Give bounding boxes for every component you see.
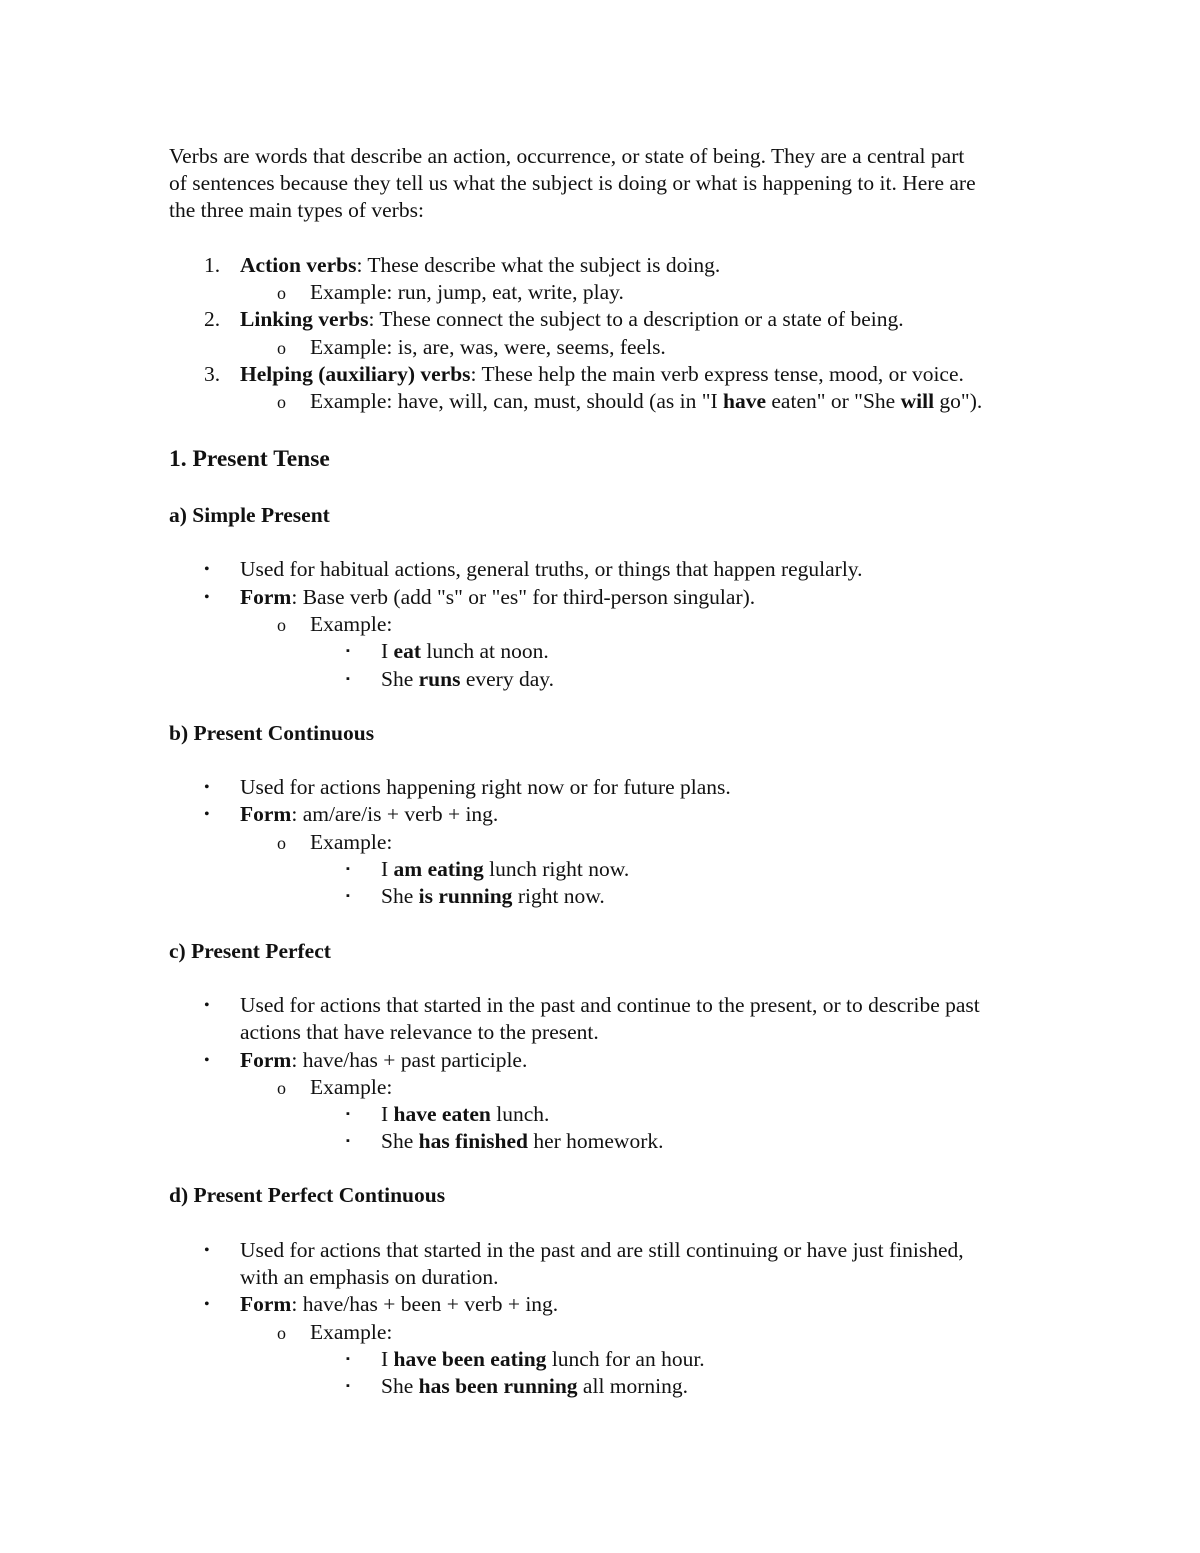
bullet-icon: • — [204, 589, 210, 606]
example-sentence — [381, 1128, 664, 1155]
bold-run: have been eating — [393, 1347, 547, 1371]
text-run: lunch for an hour. — [546, 1347, 705, 1371]
usage-line: with an emphasis on duration. — [240, 1265, 499, 1289]
text-run: She — [381, 667, 419, 691]
example-sentence — [381, 638, 549, 665]
bold-run: have — [723, 389, 767, 413]
text-run: I — [381, 1347, 394, 1371]
form-text: : have/has + past participle. — [291, 1048, 528, 1072]
example-line — [310, 388, 982, 415]
form-text: : Base verb (add "s" or "es" for third-person singular). — [291, 585, 756, 609]
circle-bullet-icon: o — [277, 833, 286, 853]
form-text: : have/has + been + verb + ing. — [291, 1292, 559, 1316]
square-bullet-icon: ▪ — [346, 645, 350, 657]
subsection-heading: d) Present Perfect Continuous — [169, 1183, 446, 1207]
bullet-icon: • — [204, 997, 210, 1014]
usage-line: Used for actions that started in the past and continue to the present, or to describe past — [240, 993, 980, 1017]
text-run: lunch. — [490, 1102, 550, 1126]
circle-bullet-icon: o — [277, 392, 286, 412]
list-number: 3. — [204, 362, 221, 386]
usage-line: Used for actions happening right now or for future plans. — [240, 775, 731, 799]
form-line — [240, 801, 498, 828]
bullet-icon: • — [204, 1052, 210, 1069]
form-label: Form — [240, 802, 292, 826]
text-run: every day. — [460, 667, 554, 691]
term-description: : These connect the subject to a description or a state of being. — [368, 307, 904, 331]
square-bullet-icon: ▪ — [346, 863, 350, 875]
circle-bullet-icon: o — [277, 1323, 286, 1343]
term-description: : These help the main verb express tense, mood, or voice. — [470, 362, 964, 386]
example-sentence — [381, 883, 605, 910]
square-bullet-icon: ▪ — [346, 890, 350, 902]
text-run: eaten" or "She — [766, 389, 901, 413]
form-label: Form — [240, 1048, 292, 1072]
bold-run: have eaten — [393, 1102, 491, 1126]
example-label: Example: — [310, 612, 393, 636]
bold-run: am eating — [393, 857, 484, 881]
example-label: Example: — [310, 1075, 393, 1099]
form-line — [240, 584, 755, 611]
section-title: 1. Present Tense — [169, 446, 330, 472]
intro-line: of sentences because they tell us what the subject is doing or what is happening to it. Here are — [169, 171, 976, 195]
list-number: 1. — [204, 253, 221, 277]
bullet-icon: • — [204, 561, 210, 578]
square-bullet-icon: ▪ — [346, 673, 350, 685]
circle-bullet-icon: o — [277, 1078, 286, 1098]
text-run: I — [381, 639, 394, 663]
form-label: Form — [240, 585, 292, 609]
subsection-heading: a) Simple Present — [169, 503, 330, 527]
text-run: I — [381, 857, 394, 881]
example-sentence — [381, 1346, 705, 1373]
subsection-heading: c) Present Perfect — [169, 939, 331, 963]
example-label: Example: — [310, 1320, 393, 1344]
term-label: Linking verbs — [240, 307, 369, 331]
square-bullet-icon: ▪ — [346, 1353, 350, 1365]
bold-run: has finished — [418, 1129, 528, 1153]
term-description: : These describe what the subject is doing. — [356, 253, 721, 277]
text-run: She — [381, 884, 419, 908]
example-sentence — [381, 1373, 688, 1400]
square-bullet-icon: ▪ — [346, 1135, 350, 1147]
example-line: Example: is, are, was, were, seems, feels. — [310, 335, 666, 359]
form-line — [240, 1047, 527, 1074]
bold-run: runs — [418, 667, 461, 691]
circle-bullet-icon: o — [277, 338, 286, 358]
form-line — [240, 1291, 558, 1318]
circle-bullet-icon: o — [277, 283, 286, 303]
subsection-heading: b) Present Continuous — [169, 721, 375, 745]
bold-run: eat — [393, 639, 421, 663]
text-run: lunch at noon. — [421, 639, 549, 663]
text-run: She — [381, 1129, 419, 1153]
term-label: Action verbs — [240, 253, 357, 277]
text-run: lunch right now. — [483, 857, 630, 881]
intro-line: the three main types of verbs: — [169, 198, 424, 222]
example-sentence — [381, 856, 629, 883]
usage-line: actions that have relevance to the present. — [240, 1020, 599, 1044]
form-text: : am/are/is + verb + ing. — [291, 802, 499, 826]
list-item-action-verbs — [240, 252, 720, 279]
bold-run: is running — [418, 884, 513, 908]
list-item-helping-verbs — [240, 361, 964, 388]
example-sentence — [381, 666, 554, 693]
bold-run: has been running — [418, 1374, 578, 1398]
bullet-icon: • — [204, 1296, 210, 1313]
text-run: Example: have, will, can, must, should (as in "I — [310, 389, 724, 413]
usage-line: Used for habitual actions, general truths, or things that happen regularly. — [240, 557, 863, 581]
text-run: right now. — [512, 884, 605, 908]
text-run: her homework. — [527, 1129, 664, 1153]
form-label: Form — [240, 1292, 292, 1316]
example-line: Example: run, jump, eat, write, play. — [310, 280, 624, 304]
term-label: Helping (auxiliary) verbs — [240, 362, 471, 386]
bold-run: will — [900, 389, 935, 413]
list-item-linking-verbs — [240, 306, 904, 333]
list-number: 2. — [204, 307, 221, 331]
square-bullet-icon: ▪ — [346, 1108, 350, 1120]
text-run: go"). — [934, 389, 983, 413]
usage-line: Used for actions that started in the past and are still continuing or have just finished, — [240, 1238, 964, 1262]
circle-bullet-icon: o — [277, 615, 286, 635]
bullet-icon: • — [204, 1242, 210, 1259]
intro-line: Verbs are words that describe an action, occurrence, or state of being. They are a central part — [169, 144, 965, 168]
bullet-icon: • — [204, 806, 210, 823]
example-sentence — [381, 1101, 549, 1128]
text-run: all morning. — [577, 1374, 689, 1398]
bullet-icon: • — [204, 779, 210, 796]
example-label: Example: — [310, 830, 393, 854]
square-bullet-icon: ▪ — [346, 1380, 350, 1392]
text-run: She — [381, 1374, 419, 1398]
text-run: I — [381, 1102, 394, 1126]
